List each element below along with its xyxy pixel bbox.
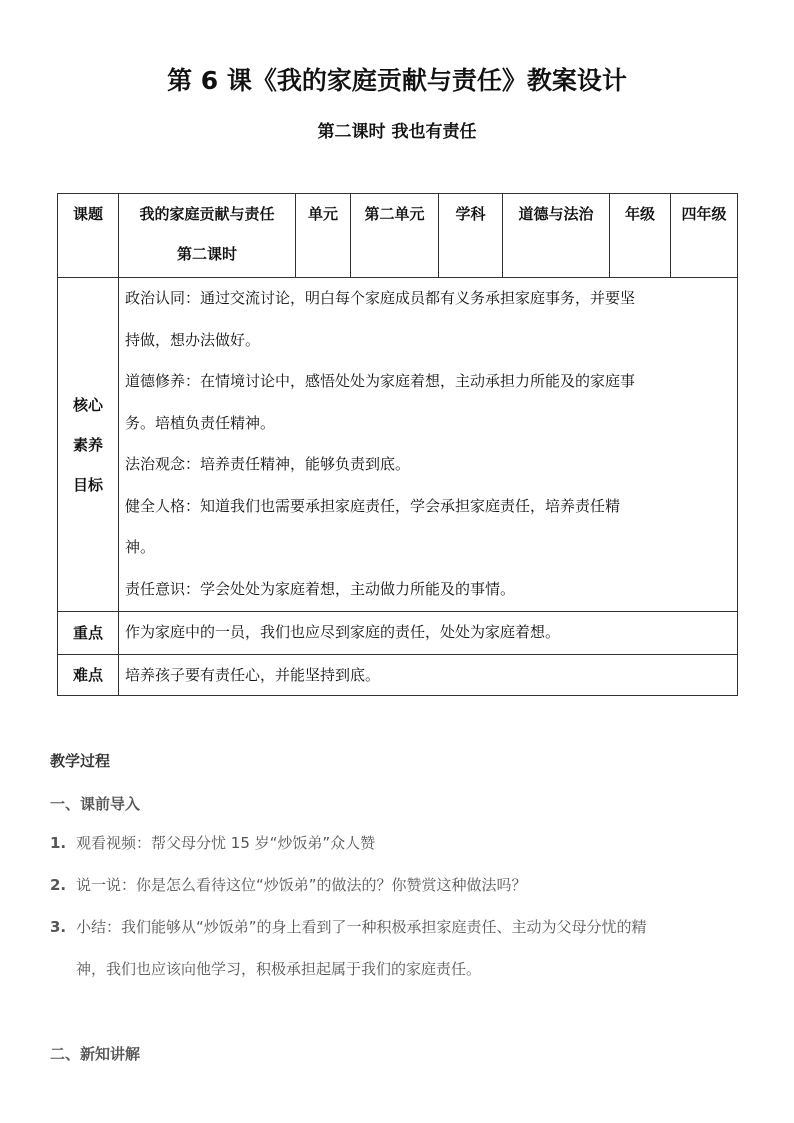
list-text: 说一说：你是怎么看待这位“炒饭弟”的做法的？你赞赏这种做法吗？ bbox=[76, 876, 527, 894]
topic-line-1: 我的家庭贡献与责任 bbox=[139, 205, 275, 223]
list-item bbox=[50, 906, 750, 948]
topic-value bbox=[119, 194, 296, 278]
grade-value: 四年级 bbox=[671, 194, 738, 278]
difficulty-text: 培养孩子要有责任心，并能坚持到底。 bbox=[119, 655, 738, 696]
key-point-text: 作为家庭中的一员，我们也应尽到家庭的责任，处处为家庭着想。 bbox=[119, 612, 738, 655]
goal-line: 法治观念：培养责任精神，能够负责到底。 bbox=[125, 455, 411, 473]
goal-line: 持做，想办法做好。 bbox=[125, 330, 261, 349]
goals-label-line-2: 素养 bbox=[72, 435, 103, 454]
topic-line-2: 第二课时 bbox=[176, 245, 237, 263]
goal-line: 神。 bbox=[125, 538, 156, 556]
list-number: 1. bbox=[50, 834, 67, 852]
subject-value: 道德与法治 bbox=[503, 194, 610, 278]
key-point-row bbox=[58, 612, 738, 655]
goal-line: 务。培植负责任精神。 bbox=[125, 413, 276, 432]
section-heading-1: 一、课前导入 bbox=[50, 795, 141, 813]
goals-label-line-1: 核心 bbox=[72, 395, 103, 414]
table-header-row bbox=[58, 194, 738, 278]
subject-label: 学科 bbox=[439, 194, 503, 278]
key-point-label: 重点 bbox=[58, 612, 119, 655]
goal-line: 健全人格：知道我们也需要承担家庭责任，学会承担家庭责任，培养责任精 bbox=[125, 496, 621, 515]
section-heading-2: 二、新知讲解 bbox=[50, 1045, 141, 1063]
goal-line: 道德修养：在情境讨论中，感悟处处为家庭着想，主动承担力所能及的家庭事 bbox=[125, 372, 636, 390]
unit-value: 第二单元 bbox=[351, 194, 439, 278]
unit-label: 单元 bbox=[296, 194, 351, 278]
difficulty-row bbox=[58, 655, 738, 696]
page-title: 第 6 课《我的家庭贡献与责任》教案设计 bbox=[167, 66, 627, 95]
page-subtitle: 第二课时 我也有责任 bbox=[317, 122, 477, 142]
list-number: 2. bbox=[50, 876, 67, 894]
goal-line: 政治认同：通过交流讨论，明白每个家庭成员都有义务承担家庭事务，并要坚 bbox=[125, 289, 636, 307]
goals-row bbox=[58, 278, 738, 612]
goals-label bbox=[58, 278, 119, 612]
list-text: 观看视频：帮父母分忧 15 岁“炒饭弟”众人赞 bbox=[76, 834, 376, 852]
lesson-plan-table bbox=[57, 193, 738, 696]
list-text: 小结：我们能够从“炒饭弟”的身上看到了一种积极承担家庭责任、主动为父母分忧的精 bbox=[76, 918, 647, 936]
topic-label: 课题 bbox=[58, 194, 119, 278]
grade-label: 年级 bbox=[610, 194, 671, 278]
goals-label-line-3: 目标 bbox=[72, 475, 103, 494]
list-number: 3. bbox=[50, 918, 67, 936]
list-item bbox=[50, 822, 750, 864]
process-heading: 教学过程 bbox=[50, 752, 111, 770]
difficulty-label: 难点 bbox=[58, 655, 119, 696]
list-item bbox=[50, 864, 750, 906]
goal-line: 责任意识：学会处处为家庭着想，主动做力所能及的事情。 bbox=[125, 579, 516, 598]
goals-content bbox=[119, 278, 738, 612]
list-text: 神，我们也应该向他学习，积极承担起属于我们的家庭责任。 bbox=[76, 960, 482, 978]
